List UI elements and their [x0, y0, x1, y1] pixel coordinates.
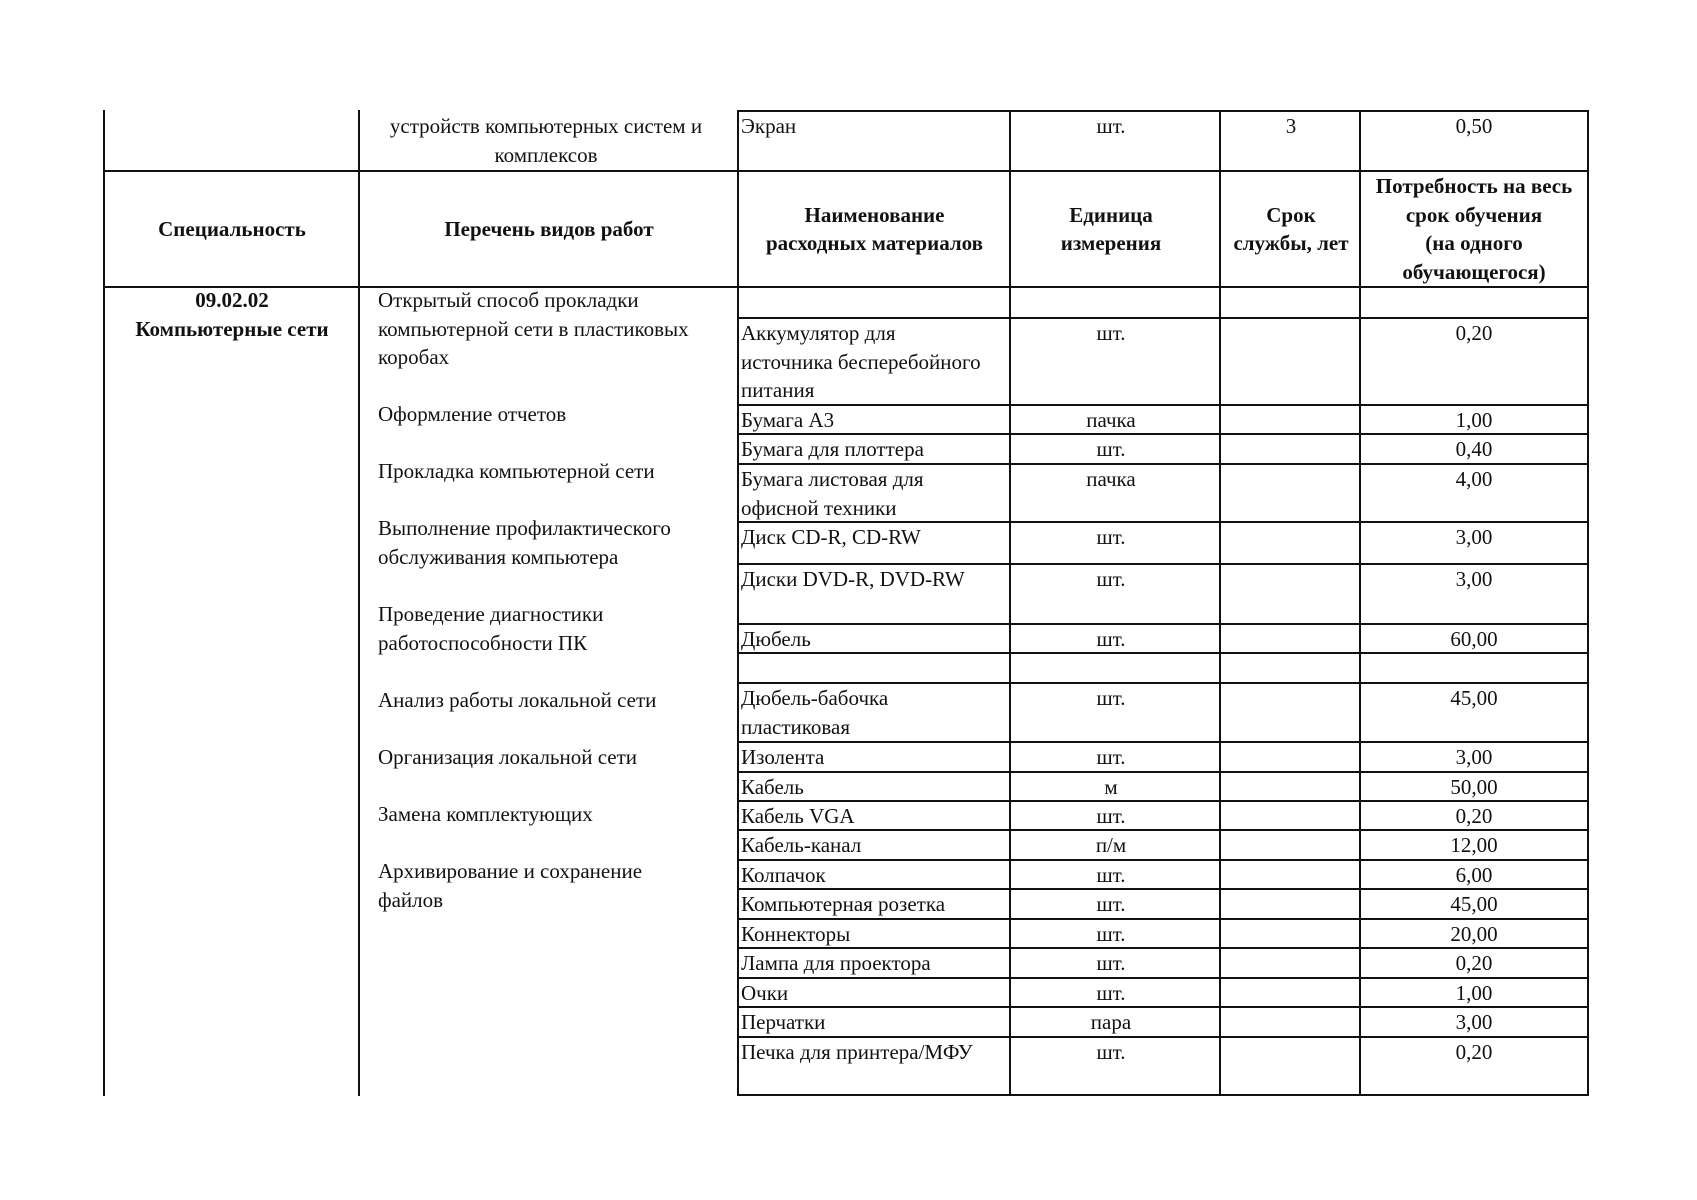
material-unit: пачка — [1086, 408, 1136, 432]
material-need: 45,00 — [1450, 686, 1498, 710]
header-need: Потребность на весь срок обучения (на одного обучающегося) — [1375, 174, 1573, 284]
material-need: 45,00 — [1450, 892, 1498, 916]
material-name: Бумага А3 — [741, 408, 835, 432]
material-need: 1,00 — [1455, 981, 1493, 1005]
work-item: Проведение диагностики работоспособности ПК — [378, 602, 604, 655]
header-service-life: Срок службы, лет — [1233, 202, 1349, 255]
material-need: 0,20 — [1455, 1040, 1493, 1064]
table-border-horizontal — [737, 563, 1589, 565]
top-row-unit: шт. — [1096, 114, 1126, 138]
material-need: 3,00 — [1455, 745, 1493, 769]
table-border-horizontal — [737, 110, 1589, 112]
table-border-horizontal — [737, 800, 1589, 802]
material-unit: шт. — [1096, 981, 1126, 1005]
material-need: 4,00 — [1455, 467, 1493, 491]
material-need: 3,00 — [1455, 525, 1493, 549]
work-item: Организация локальной сети — [378, 745, 638, 769]
material-unit: шт. — [1096, 745, 1126, 769]
material-unit: шт. — [1096, 686, 1126, 710]
specialty-code: 09.02.02 — [195, 288, 269, 312]
material-need: 1,00 — [1455, 408, 1493, 432]
material-name: Очки — [741, 981, 789, 1005]
material-name: Печка для принтера/МФУ — [741, 1040, 973, 1064]
material-need: 0,20 — [1455, 804, 1493, 828]
top-row-material-name: Экран — [741, 114, 797, 138]
material-name: Бумага для плоттера — [741, 437, 924, 461]
material-unit: шт. — [1096, 627, 1126, 651]
header-works-list: Перечень видов работ — [444, 216, 654, 241]
material-name: Кабель VGA — [741, 804, 855, 828]
top-row-need: 0,50 — [1455, 114, 1493, 138]
table-border-horizontal — [737, 317, 1589, 319]
table-border-horizontal — [737, 1006, 1589, 1008]
work-item: Замена комплектующих — [378, 802, 593, 826]
work-item: Открытый способ прокладки компьютерной сети в пластиковых коробах — [378, 288, 689, 369]
material-unit: пачка — [1086, 467, 1136, 491]
material-need: 0,20 — [1455, 321, 1493, 345]
work-item: Выполнение профилактического обслуживания компьютера — [378, 516, 671, 569]
material-unit: пара — [1090, 1010, 1132, 1034]
table-border-horizontal — [737, 623, 1589, 625]
material-name: Изолента — [741, 745, 825, 769]
material-name: Дюбель — [741, 627, 811, 651]
table-border-horizontal — [737, 888, 1589, 890]
table-border-horizontal — [737, 404, 1589, 406]
material-name: Коннекторы — [741, 922, 851, 946]
table-border-horizontal — [737, 433, 1589, 435]
material-name: Перчатки — [741, 1010, 826, 1034]
material-unit: шт. — [1096, 863, 1126, 887]
material-name: Колпачок — [741, 863, 826, 887]
material-name: Кабель — [741, 775, 804, 799]
material-need: 0,20 — [1455, 951, 1493, 975]
material-name: Аккумулятор для источника бесперебойного питания — [741, 321, 981, 402]
material-unit: м — [1104, 775, 1118, 799]
material-need: 20,00 — [1450, 922, 1498, 946]
table-border-horizontal — [737, 918, 1589, 920]
material-need: 12,00 — [1450, 833, 1498, 857]
table-border-horizontal — [737, 682, 1589, 684]
table-border-horizontal — [737, 977, 1589, 979]
material-need: 50,00 — [1450, 775, 1498, 799]
material-need: 60,00 — [1450, 627, 1498, 651]
work-item: Оформление отчетов — [378, 402, 567, 426]
material-unit: шт. — [1096, 1040, 1126, 1064]
work-item: Архивирование и сохранение файлов — [378, 859, 643, 912]
material-need: 6,00 — [1455, 863, 1493, 887]
material-name: Лампа для проектора — [741, 951, 931, 975]
table-border-horizontal — [737, 829, 1589, 831]
material-unit: шт. — [1096, 951, 1126, 975]
material-need: 0,40 — [1455, 437, 1493, 461]
material-unit: шт. — [1096, 922, 1126, 946]
material-need: 3,00 — [1455, 567, 1493, 591]
material-unit: шт. — [1096, 525, 1126, 549]
material-name: Диски DVD-R, DVD-RW — [741, 567, 965, 591]
table-border-horizontal — [737, 463, 1589, 465]
material-unit: шт. — [1096, 892, 1126, 916]
table-border-horizontal — [737, 1036, 1589, 1038]
table-border-horizontal — [737, 1094, 1589, 1096]
table-border-horizontal — [737, 859, 1589, 861]
material-unit: шт. — [1096, 804, 1126, 828]
material-name: Компьютерная розетка — [741, 892, 946, 916]
top-row-work-text: устройств компьютерных систем и комплексов — [389, 114, 703, 167]
material-unit: шт. — [1096, 437, 1126, 461]
material-unit: шт. — [1096, 567, 1126, 591]
table-border-horizontal — [103, 286, 1589, 288]
header-specialty: Специальность — [158, 216, 306, 241]
table-border-horizontal — [737, 741, 1589, 743]
table-border-horizontal — [737, 521, 1589, 523]
material-name: Кабель-канал — [741, 833, 862, 857]
work-item: Анализ работы локальной сети — [378, 688, 657, 712]
table-border-horizontal — [737, 652, 1589, 654]
table-border-horizontal — [737, 771, 1589, 773]
material-name: Дюбель-бабочка пластиковая — [741, 686, 889, 739]
table-border-vertical — [103, 110, 105, 1096]
specialty-name: Компьютерные сети — [135, 317, 329, 341]
work-item: Прокладка компьютерной сети — [378, 459, 655, 483]
material-unit: шт. — [1096, 321, 1126, 345]
header-unit: Единица измерения — [1060, 202, 1162, 255]
table-border-horizontal — [737, 947, 1589, 949]
material-name: Бумага листовая для офисной техники — [741, 467, 924, 520]
material-need: 3,00 — [1455, 1010, 1493, 1034]
table-border-horizontal — [103, 170, 1589, 172]
header-material-name: Наименование расходных материалов — [765, 202, 983, 255]
top-row-service-life: 3 — [1285, 114, 1297, 138]
table-border-vertical — [358, 110, 360, 1096]
material-name: Диск CD-R, CD-RW — [741, 525, 921, 549]
material-unit: п/м — [1095, 833, 1127, 857]
